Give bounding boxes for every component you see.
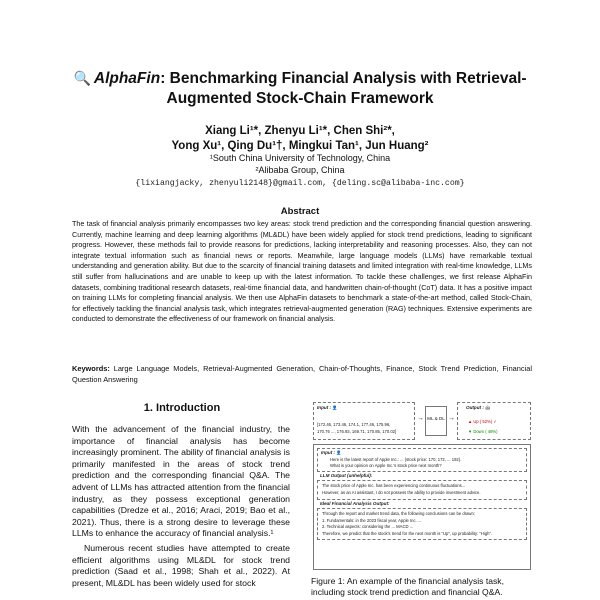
figure-ours-line1: Through the report and market trend data, the following conclusions can be drawn: [322, 511, 475, 516]
figure-question-box [317, 448, 527, 472]
person-icon: 👤 [332, 405, 338, 410]
intro-paragraph-2: Numerous recent studies have attempted to create efficient algorithms using ML&DL for stock trend prediction (Saad et al., 1998; Shah et al., 2022). At present, ML&DL has been widely used for stock [72, 542, 290, 588]
author-line-2: Yong Xu¹, Qing Du¹†, Mingkui Tan¹, Jun Huang² [171, 140, 429, 152]
figure-ours-line3: 2. Technical aspects: considering the ... MACD ... [322, 524, 414, 529]
figure-input2-line1: Here is the latest report of Apple Inc.: ... {stock price: 170, 172, ... 192}. [330, 457, 462, 462]
figure-input-values: [172.46, 173.46, 174.1, 177.46, 175.96, [317, 422, 391, 427]
check-icon: ✓ [493, 419, 497, 424]
figure-model-box [425, 406, 447, 436]
title-brand: AlphaFin [93, 70, 161, 87]
figure-1 [311, 400, 533, 570]
arrow-right-icon: → [417, 415, 424, 422]
up-triangle-icon: ▲ [468, 419, 473, 424]
figure-ours-box [317, 508, 527, 540]
affiliations [100, 152, 500, 176]
author-line-1: Xiang Li¹*, Zhenyu Li¹*, Chen Shi²*, [205, 125, 395, 137]
figure-output-down: Down ( 48%) [473, 429, 498, 434]
figure-output-label: Output : [466, 405, 484, 410]
affiliation-1: ¹South China University of Technology, China [209, 153, 391, 163]
keywords-text: Large Language Models, Retrieval-Augmented Generation, Chain-of-Thoughts, Finance, Stock Trend Prediction, Financial Question Answering [72, 364, 532, 384]
affiliation-2: ²Alibaba Group, China [255, 165, 345, 175]
abstract-heading: Abstract [280, 206, 320, 217]
figure-input2-label: Input : [321, 450, 336, 455]
figure-input-box [313, 402, 415, 440]
figure-model-label: ML & DL [427, 416, 445, 421]
person-icon-2: 👤 [336, 450, 342, 455]
figure-llm-label: LLM Output (unhelpful): [320, 473, 373, 478]
arrow-right-icon-2: → [448, 415, 455, 422]
keywords [72, 364, 532, 385]
figure-ours-line2: 1. Fundamentals: in the 2023 fiscal year, Apple Inc. ... [322, 518, 422, 523]
keywords-label: Keywords: [72, 364, 110, 373]
title-rest: : Benchmarking Financial Analysis with Retrieval-Augmented Stock-Chain Framework [160, 70, 527, 107]
figure-input-values-2: 170.76 ..., 176.93, 169.71, 170.85, 170.02] [317, 429, 397, 434]
figure-dialogue-box [313, 444, 531, 570]
paper-title [60, 68, 540, 109]
intro-paragraph-1: With the advancement of the financial industry, the importance of financial analysis has become increasingly prominent. The ability of financial analysis is primarily manifested in the areas of stock trend prediction and the corresponding financial Q&A. The advent of LLMs has attracted attention from the financial industry, as they possess exceptional generation capabilities (Dredze et al., 2016; Araci, 2019; Bao et al., 2021). Thus, there is a strong desire to leverage these LLMs to enhance the accuracy of financial analysis.¹ [72, 424, 290, 539]
figure-ours-line4: Therefore, we predict that the stock's trend for the next month is "Up", up probability: "High". [322, 531, 493, 536]
figure-llm-line2: However, as an AI assistant, I do not possess the ability to provide investment advice. [322, 490, 481, 495]
figure-llm-box [317, 480, 527, 500]
figure-ours-label: Ideal Financial Analysis Output: [320, 501, 390, 506]
down-triangle-icon: ▼ [468, 429, 473, 434]
figure-input2-line2: What is your opinion on Apple Inc.'s stock price next month? [330, 463, 442, 468]
section-heading-introduction: 1. Introduction [143, 402, 221, 414]
figure-input-label: Input : [317, 405, 332, 410]
magnifier-icon: 🔍 [73, 70, 91, 86]
figure-output-box [457, 402, 531, 440]
robot-icon: 🤖 [485, 405, 491, 410]
author-list [100, 124, 500, 154]
author-emails: {lixiangjacky, zhenyuli2148}@gmail.com, {deling.sc@alibaba-inc.com} [135, 179, 465, 188]
abstract-body: The task of financial analysis primarily encompasses two key areas: stock trend prediction and the corresponding financial question answering. Currently, machine learning and deep learning algorithms (ML&DL) have been widely applied for stock trend predictions, leading to significant progress. However, these methods fail to provide reasons for predictions, lacking interpretability and reasoning processes. Also, they can not integrate textual information such as financial news or reports. Meanwhile, large language models (LLMs) have remarkable textual understanding and generation ability. But due to the scarcity of financial training datasets and limited integration with real-time knowledge, LLMs still suffer from hallucinations and are unable to keep up with the latest information. To tackle these challenges, we first release AlphaFin datasets, combining traditional research datasets, real-time financial data, and handwritten chain-of-thought (CoT) data. It has a positive impact on training LLMs for completing financial analysis. We then use AlphaFin datasets to benchmark a state-of-the-art method, called Stock-Chain, for effectively tackling the financial analysis task, which integrates retrieval-augmented generation (RAG) techniques. Extensive experiments are conducted to demonstrate the effectiveness of our framework on financial analysis. [72, 219, 532, 324]
figure-output-up: Up ( 52%) [473, 419, 493, 424]
figure-llm-line1: The stock price of Apple Inc. has been experiencing continuous fluctuations... [322, 483, 466, 488]
introduction-text [72, 424, 290, 589]
figure-1-caption: Figure 1: An example of the financial analysis task, including stock trend prediction and financial Q&A. [311, 576, 504, 597]
